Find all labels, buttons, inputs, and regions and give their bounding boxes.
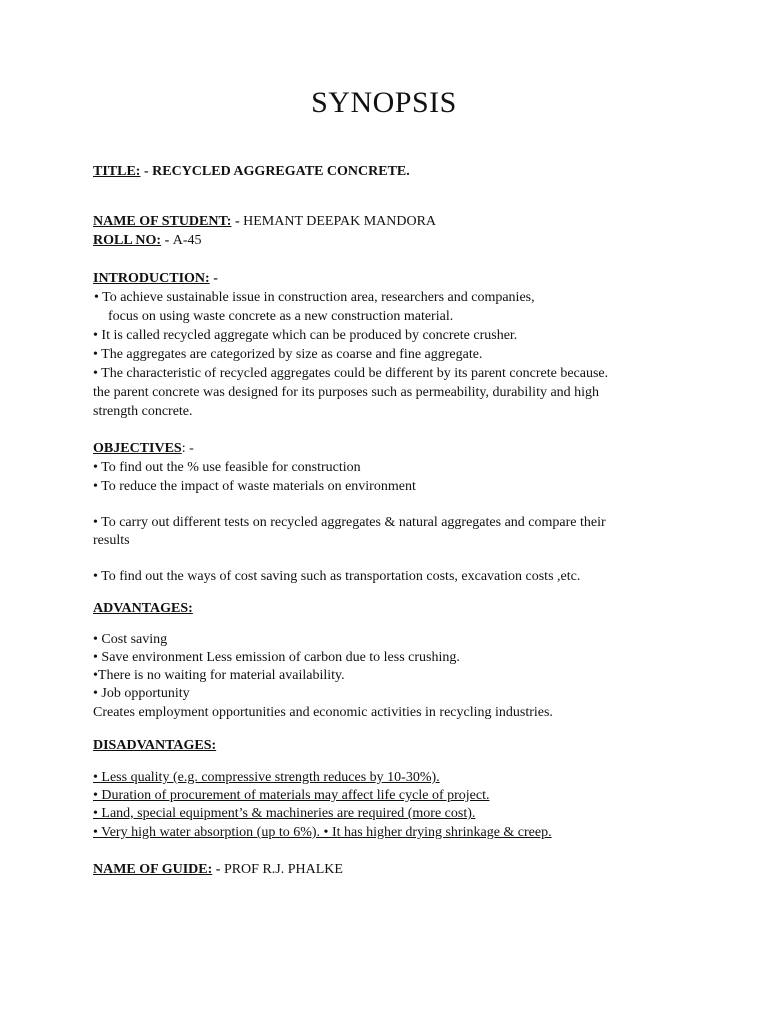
student-label: NAME OF STUDENT: bbox=[93, 214, 232, 229]
disadvantages-label: DISADVANTAGES: bbox=[93, 738, 217, 753]
guide-label: NAME OF GUIDE: bbox=[93, 862, 213, 877]
student-row bbox=[93, 213, 436, 231]
disadvantages-line: • Land, special equipment’s & machineries are required (more cost). bbox=[93, 806, 476, 821]
objectives-line: • To reduce the impact of waste materials on environment bbox=[93, 479, 416, 494]
introduction-heading bbox=[93, 270, 218, 288]
objectives-line: • To carry out different tests on recycled aggregates & natural aggregates and compare their bbox=[93, 515, 606, 530]
student-sep: - bbox=[231, 214, 244, 229]
roll-label: ROLL NO: bbox=[93, 233, 162, 248]
advantages-line: • Job opportunity bbox=[93, 686, 190, 701]
introduction-label: INTRODUCTION: bbox=[93, 271, 210, 286]
introduction-line: • The aggregates are categorized by size as coarse and fine aggregate. bbox=[93, 347, 483, 362]
student-value: HEMANT DEEPAK MANDORA bbox=[243, 214, 437, 229]
guide-sep: - bbox=[212, 862, 224, 877]
guide-row bbox=[93, 861, 343, 879]
objectives-line: • To find out the ways of cost saving such as transportation costs, excavation costs ,etc. bbox=[93, 569, 581, 584]
disadvantages-line: • Duration of procurement of materials may affect life cycle of project. bbox=[93, 788, 490, 803]
objectives-sep: : - bbox=[181, 441, 194, 456]
roll-sep: - bbox=[161, 233, 173, 248]
title-sep: - bbox=[140, 164, 153, 179]
advantages-label: ADVANTAGES: bbox=[93, 601, 193, 616]
roll-row bbox=[93, 232, 202, 250]
introduction-line: focus on using waste concrete as a new construction material. bbox=[108, 309, 454, 324]
advantages-heading bbox=[93, 600, 193, 618]
title-label: TITLE: bbox=[93, 164, 141, 179]
introduction-line: • To achieve sustainable issue in construction area, researchers and companies, bbox=[94, 290, 535, 305]
introduction-line: • The characteristic of recycled aggregates could be different by its parent concrete because. bbox=[93, 366, 609, 381]
advantages-line: Creates employment opportunities and economic activities in recycling industries. bbox=[93, 705, 553, 720]
roll-value: A-45 bbox=[172, 233, 202, 248]
guide-value: PROF R.J. PHALKE bbox=[223, 862, 343, 877]
page-title: SYNOPSIS bbox=[311, 86, 457, 119]
objectives-heading bbox=[93, 440, 194, 458]
introduction-line: • It is called recycled aggregate which can be produced by concrete crusher. bbox=[93, 328, 518, 343]
objectives-label: OBJECTIVES bbox=[93, 441, 182, 456]
title-value: RECYCLED AGGREGATE CONCRETE. bbox=[152, 164, 410, 179]
introduction-line: strength concrete. bbox=[93, 404, 193, 419]
objectives-line: results bbox=[93, 533, 130, 548]
title-row bbox=[93, 163, 410, 181]
objectives-line: • To find out the % use feasible for construction bbox=[93, 460, 361, 475]
advantages-line: • Save environment Less emission of carbon due to less crushing. bbox=[93, 650, 460, 665]
disadvantages-heading bbox=[93, 737, 216, 755]
disadvantages-line: • Less quality (e.g. compressive strength reduces by 10-30%). bbox=[93, 770, 440, 785]
advantages-line: •There is no waiting for material availability. bbox=[93, 668, 345, 683]
introduction-line: the parent concrete was designed for its purposes such as permeability, durability and high bbox=[93, 385, 600, 400]
disadvantages-line: • Very high water absorption (up to 6%). • It has higher drying shrinkage & creep. bbox=[93, 825, 552, 840]
introduction-sep: - bbox=[209, 271, 218, 286]
advantages-line: • Cost saving bbox=[93, 632, 168, 647]
